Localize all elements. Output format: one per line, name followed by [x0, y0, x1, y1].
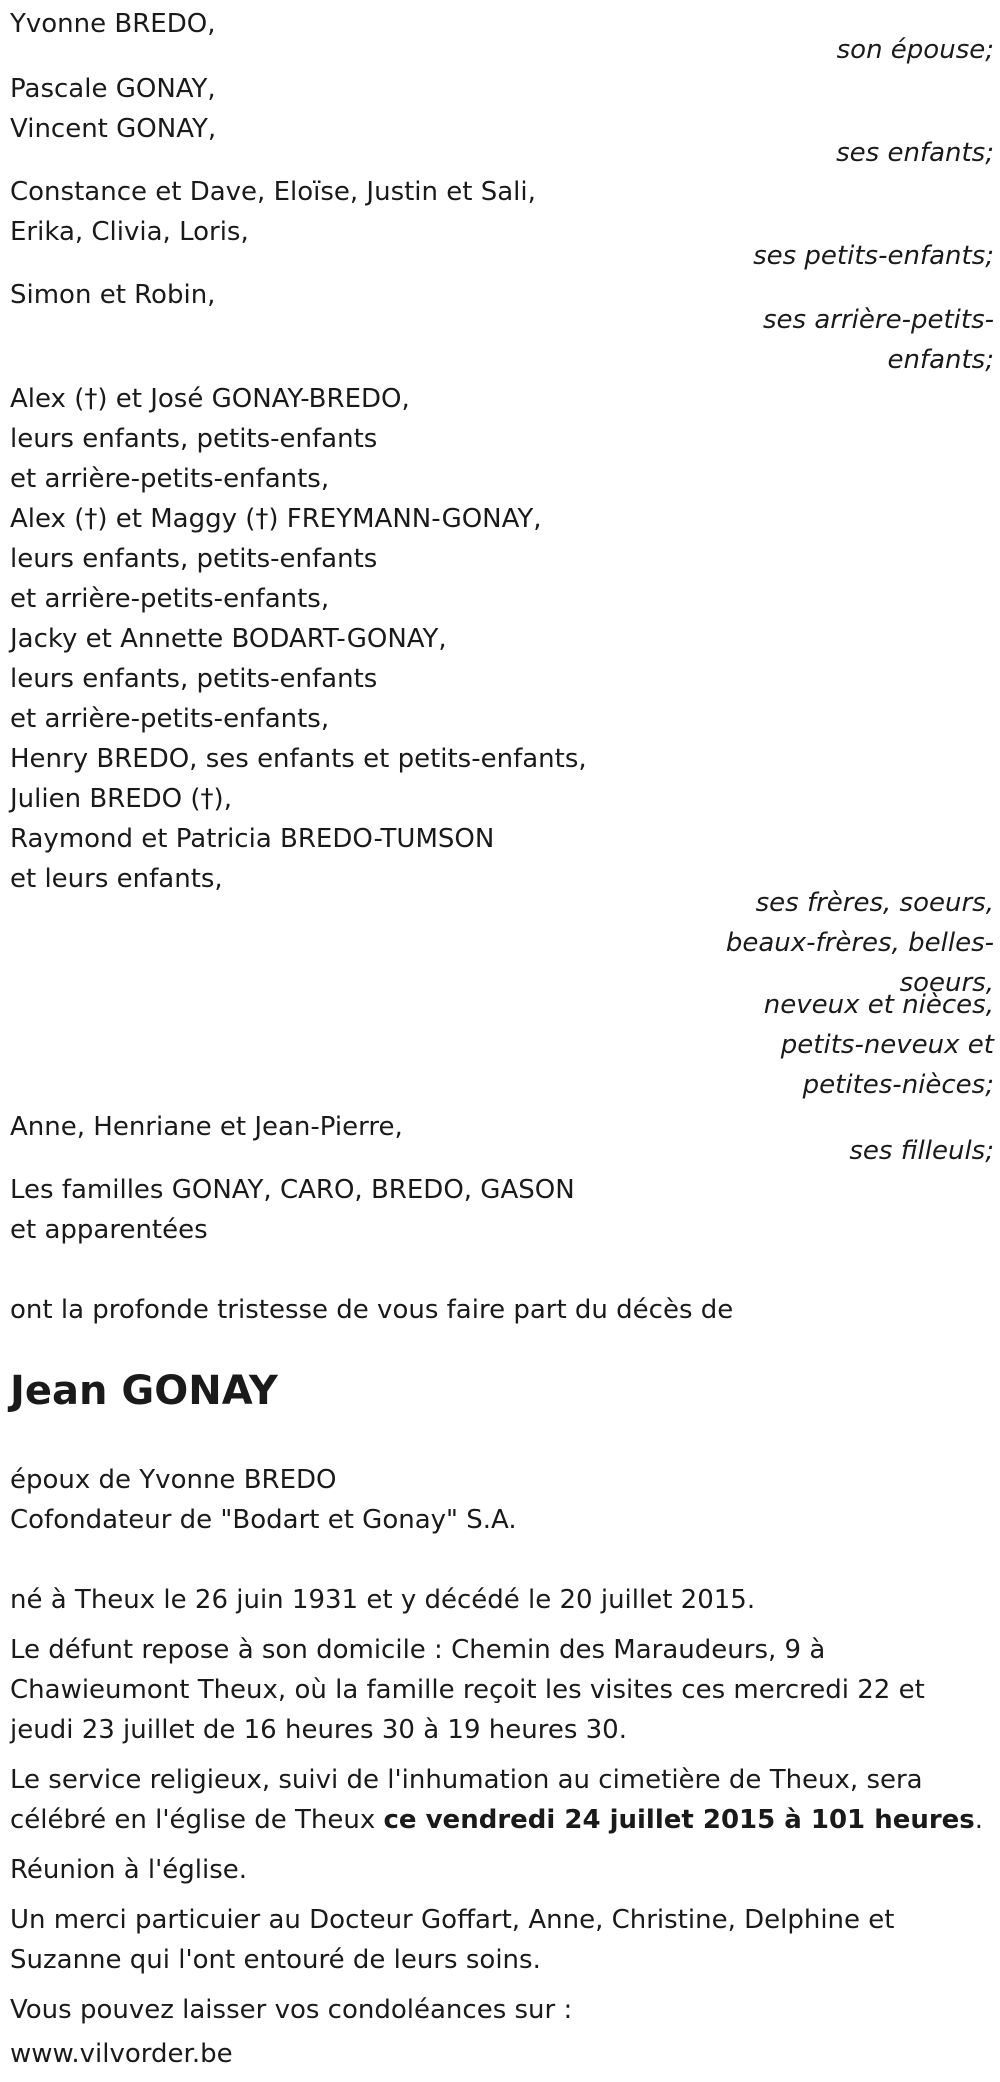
condolences: Vous pouvez laisser vos condoléances sur : [10, 1995, 573, 2025]
sibling-line: Henry BREDO, ses enfants et petits-enfants, [10, 744, 587, 774]
sibling-line: Jacky et Annette BODART-GONAY, [10, 624, 447, 654]
greatgrandchildren-role: enfants; [887, 345, 994, 375]
deceased-name: Jean GONAY [10, 1368, 278, 1414]
families-line: Les familles GONAY, CARO, BREDO, GASON [10, 1175, 575, 1205]
spouse-of: époux de Yvonne BREDO [10, 1465, 337, 1495]
godchildren-role: ses filleuls; [849, 1136, 994, 1166]
child-name: Vincent GONAY, [10, 114, 217, 144]
grandchildren-role: ses petits-enfants; [753, 241, 994, 271]
sibling-line: leurs enfants, petits-enfants [10, 664, 378, 694]
sibling-line: et leurs enfants, [10, 864, 223, 894]
thanks-line: Un merci particuier au Docteur Goffart, Anne, Christine, Delphine et [10, 1905, 895, 1935]
repose-line: jeudi 23 juillet de 16 heures 30 à 19 heures 30. [10, 1715, 627, 1745]
service-line: Le service religieux, suivi de l'inhumation au cimetière de Theux, sera [10, 1765, 923, 1795]
repose-line: Le défunt repose à son domicile : Chemin des Maraudeurs, 9 à [10, 1635, 826, 1665]
website-link[interactable]: www.vilvorder.be [10, 2039, 233, 2069]
sibling-line: Raymond et Patricia BREDO-TUMSON [10, 824, 495, 854]
siblings-role: petites-nièces; [802, 1070, 994, 1100]
spouse-name: Yvonne BREDO, [10, 9, 216, 39]
service-line [10, 1800, 983, 1840]
families-line: et apparentées [10, 1215, 208, 1245]
meeting: Réunion à l'église. [10, 1855, 248, 1885]
siblings-role: petits-neveux et [780, 1030, 994, 1060]
godchildren-line: Anne, Henriane et Jean-Pierre, [10, 1112, 403, 1142]
sibling-line: Julien BREDO (†), [10, 784, 232, 814]
sibling-line: Alex (†) et José GONAY-BREDO, [10, 384, 410, 414]
grandchildren-line: Erika, Clivia, Loris, [10, 217, 249, 247]
siblings-role: ses frères, soeurs, [755, 888, 994, 918]
deceased-title: Cofondateur de "Bodart et Gonay" S.A. [10, 1505, 517, 1535]
siblings-role: neveux et nièces, [763, 990, 994, 1020]
sibling-line: et arrière-petits-enfants, [10, 704, 330, 734]
announcement: ont la profonde tristesse de vous faire part du décès de [10, 1295, 734, 1325]
greatgrandchildren-line: Simon et Robin, [10, 280, 216, 310]
siblings-role: soeurs, [899, 968, 994, 998]
sibling-line: leurs enfants, petits-enfants [10, 544, 378, 574]
repose-line: Chawieumont Theux, où la famille reçoit les visites ces mercredi 22 et [10, 1675, 925, 1705]
greatgrandchildren-role: ses arrière-petits- [763, 305, 994, 335]
sibling-line: et arrière-petits-enfants, [10, 584, 330, 614]
spouse-role: son épouse; [836, 35, 994, 65]
service-prefix: célébré en l'église de Theux [10, 1805, 384, 1835]
sibling-line: Alex (†) et Maggy (†) FREYMANN-GONAY, [10, 504, 542, 534]
thanks-line: Suzanne qui l'ont entouré de leurs soins. [10, 1945, 541, 1975]
sibling-line: et arrière-petits-enfants, [10, 464, 330, 494]
sibling-line: leurs enfants, petits-enfants [10, 424, 378, 454]
birth-death: né à Theux le 26 juin 1931 et y décédé le 20 juillet 2015. [10, 1585, 756, 1615]
children-role: ses enfants; [836, 138, 994, 168]
siblings-role: beaux-frères, belles- [725, 928, 994, 958]
service-suffix: . [974, 1805, 984, 1835]
grandchildren-line: Constance et Dave, Eloïse, Justin et Sali, [10, 177, 536, 207]
service-datetime: ce vendredi 24 juillet 2015 à 101 heures [383, 1805, 975, 1835]
child-name: Pascale GONAY, [10, 74, 216, 104]
